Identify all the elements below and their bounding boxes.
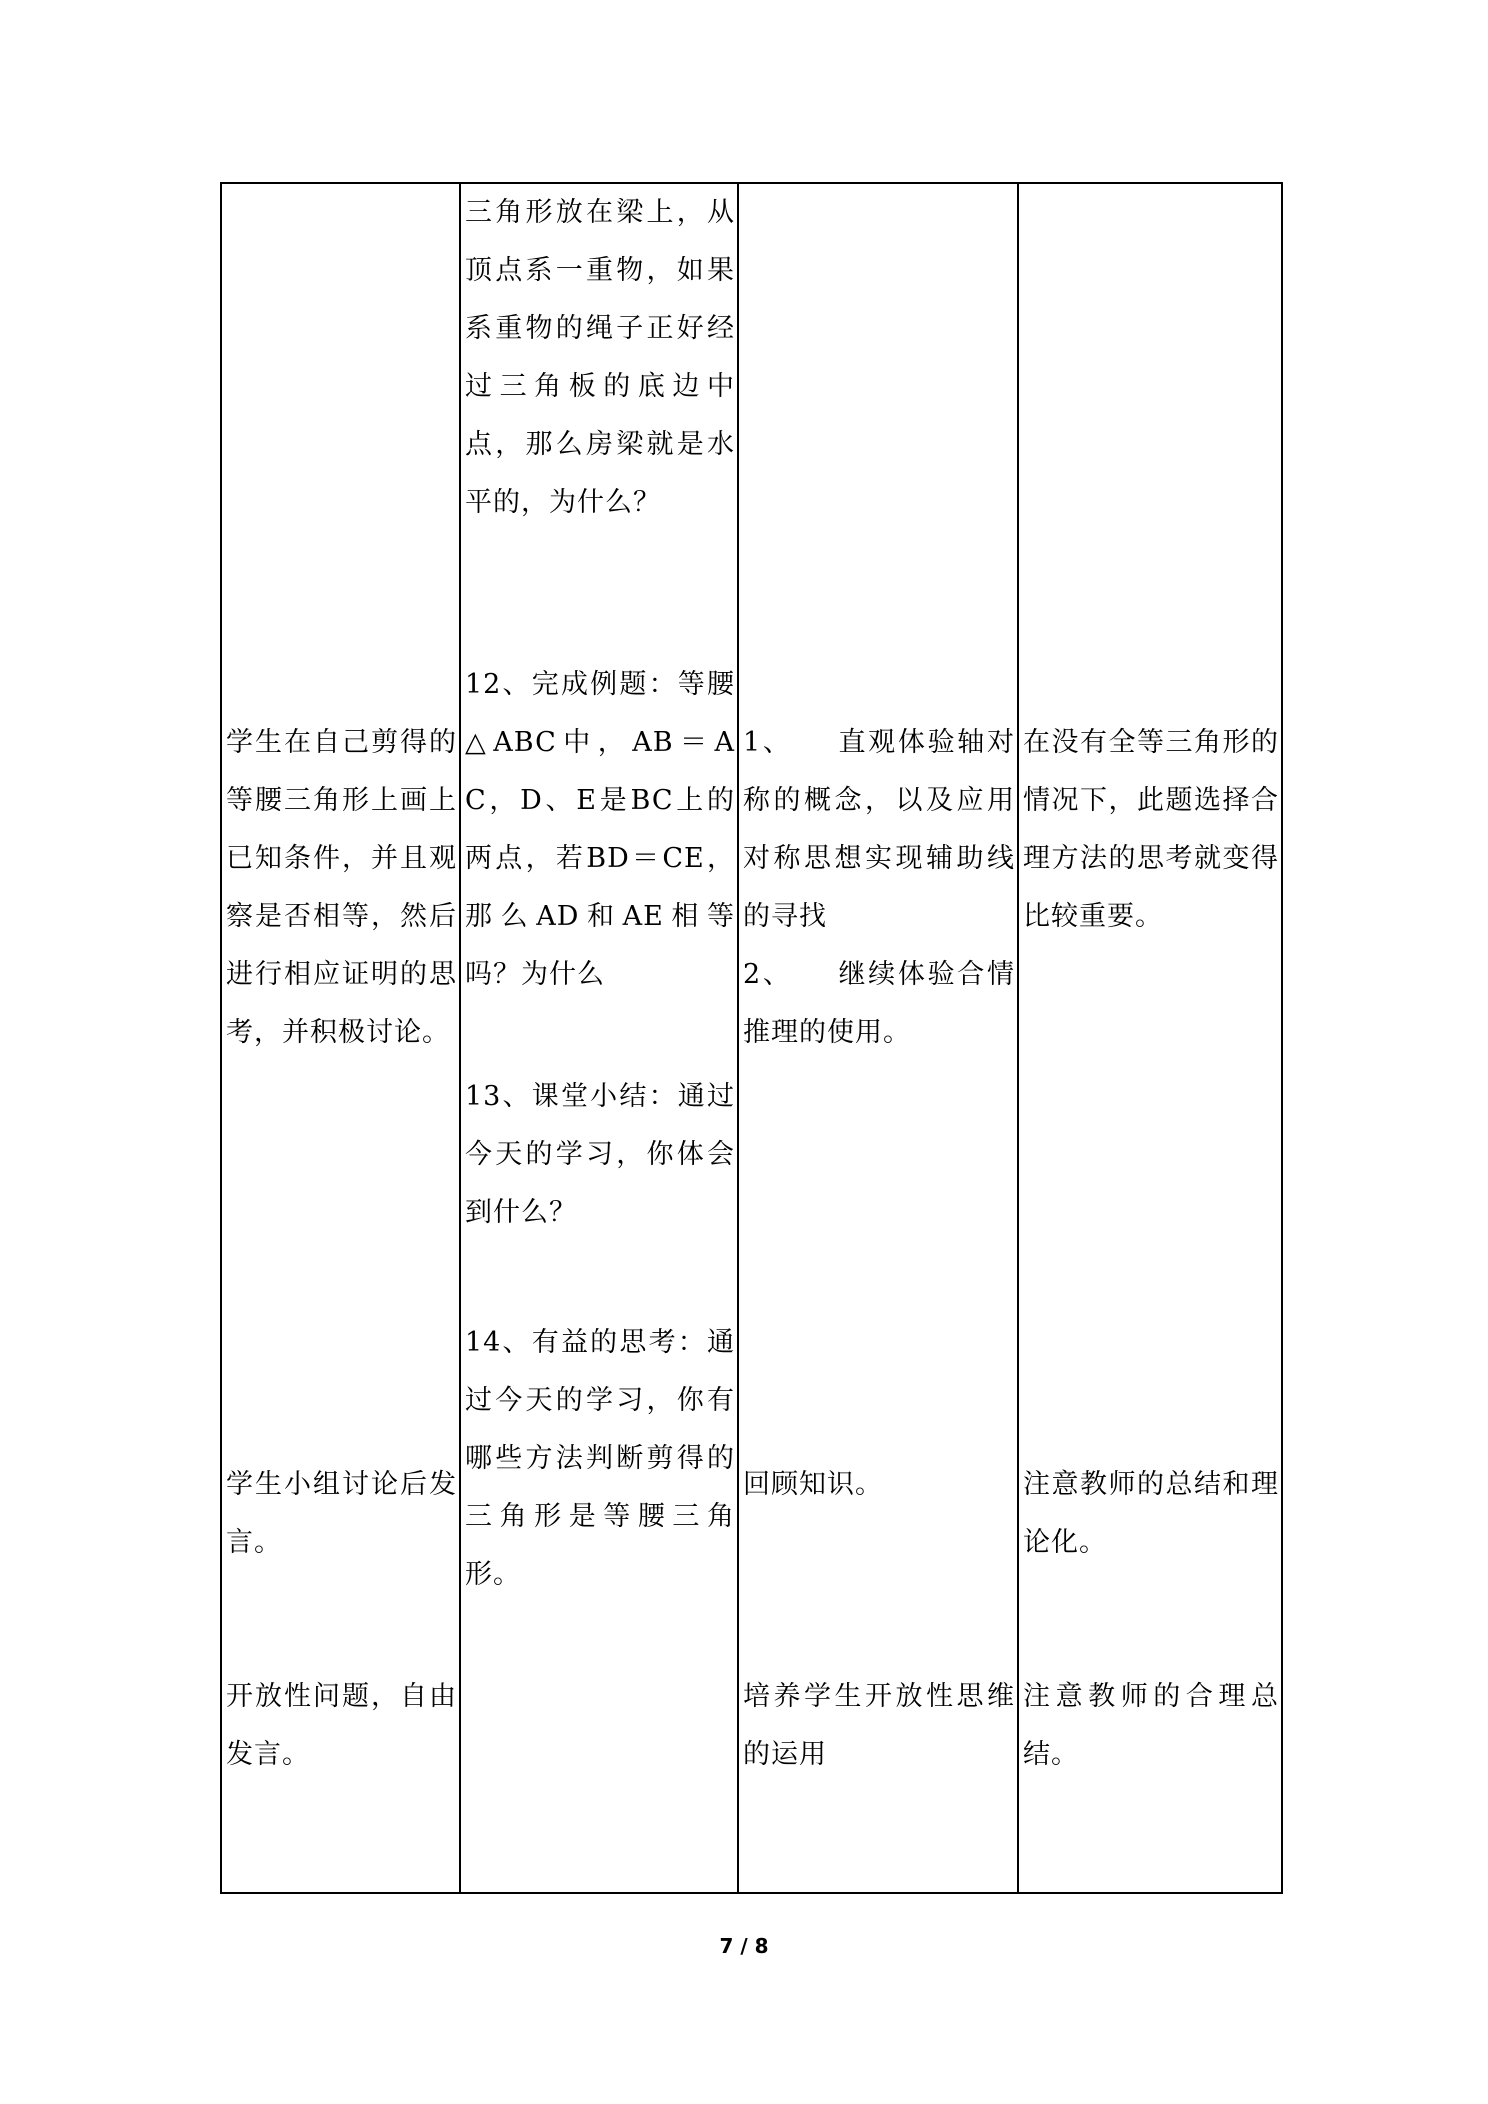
lesson-plan-table	[220, 182, 1283, 1894]
design-intent-text: 回顾知识。	[743, 1469, 883, 1500]
notes-text: 注意教师的合理总结。	[1023, 1681, 1279, 1770]
teaching-content-text: 14、有益的思考：通过今天的学习，你有哪些方法判断剪得的三角形是等腰三角形。	[465, 1327, 735, 1590]
design-intent-text: 培养学生开放性思维的运用	[743, 1681, 1015, 1770]
teaching-content-text: 12、完成例题：等腰△ABC中，AB＝AC，D、E是BC上的两点，若BD＝CE，那么AD和AE相等吗？为什么	[465, 669, 735, 990]
student-activity-text: 学生在自己剪得的等腰三角形上画上已知条件，并且观察是否相等，然后进行相应证明的思考，并积极讨论。	[226, 727, 457, 1048]
notes-text: 注意教师的总结和理论化。	[1023, 1469, 1279, 1558]
notes-text: 在没有全等三角形的情况下，此题选择合理方法的思考就变得比较重要。	[1023, 727, 1279, 932]
design-intent-text: 2、 继续体验合情推理的使用。	[743, 959, 1015, 1048]
student-activity-text: 学生小组讨论后发言。	[226, 1469, 457, 1558]
teaching-content-text: 13、课堂小结：通过今天的学习，你体会到什么？	[465, 1081, 735, 1228]
teaching-content-text: 三角形放在梁上，从顶点系一重物，如果系重物的绳子正好经过三角板的底边中点，那么房梁就是水平的，为什么？	[465, 197, 735, 518]
design-intent-text: 1、 直观体验轴对称的概念，以及应用对称思想实现辅助线的寻找	[743, 727, 1015, 932]
student-activity-text: 开放性问题，自由发言。	[226, 1681, 457, 1770]
teaching-content-column	[461, 184, 737, 1892]
design-intent-column	[739, 184, 1017, 1892]
page-number: 7 / 8	[719, 1934, 769, 1958]
notes-column	[1019, 184, 1281, 1892]
student-activity-column	[222, 184, 459, 1892]
